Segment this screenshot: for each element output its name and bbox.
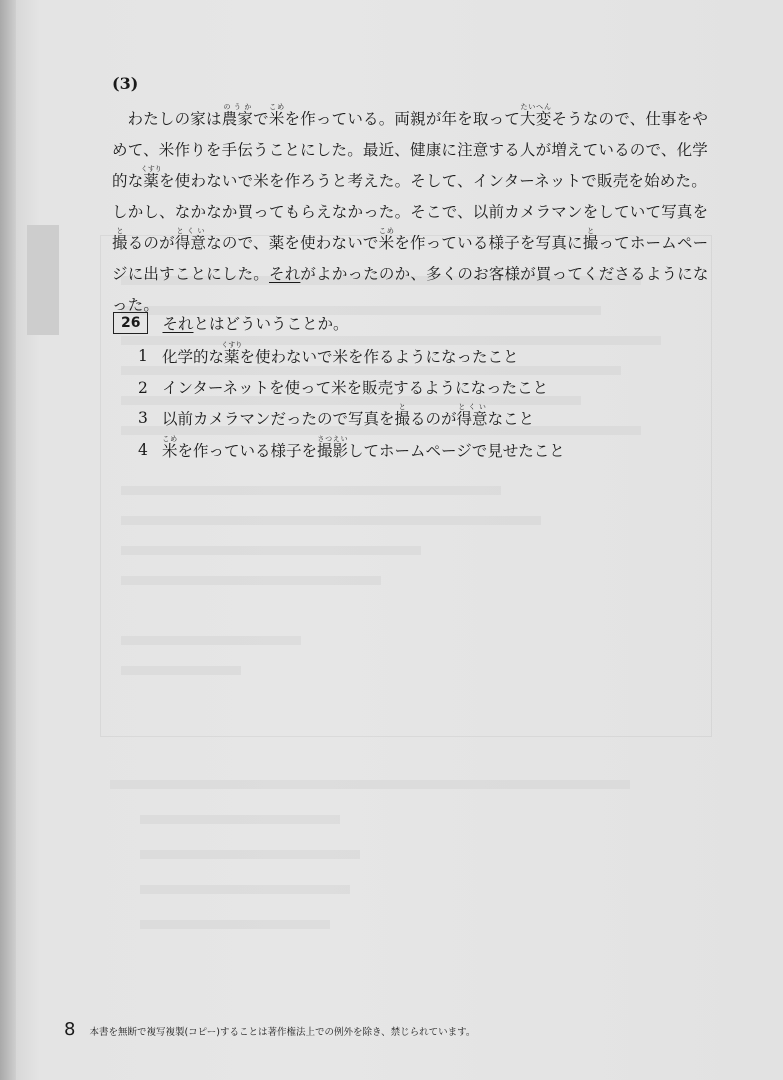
choice-text: 米こめを作っている様子を撮影さつえいしてホームページで見せたこと [162, 434, 565, 460]
choice-1[interactable] [138, 341, 713, 373]
passage-text: わたしの家は [127, 110, 222, 128]
passage-text: を作っている様子を写真に [394, 234, 583, 252]
choice-number: 4 [138, 440, 148, 459]
passage-text: ってホームページに出すことにした。 [112, 234, 709, 283]
choice-text: 化学的な薬くすりを使わないで米を作るようになったこと [162, 341, 519, 366]
section-number: (3) [112, 74, 139, 93]
passage-text: で [253, 110, 269, 128]
choice-number: 2 [138, 378, 148, 397]
prompt-text: とはどういうことか。 [193, 315, 349, 333]
ruby-word: 大変たいへん [520, 103, 552, 128]
underlined-reference: それ [269, 265, 301, 283]
question-prompt [113, 312, 713, 334]
choice-text: インターネットを使って米を販売するようになったこと [162, 378, 549, 397]
choice-3[interactable] [138, 403, 713, 435]
side-index-tab [27, 225, 59, 335]
choice-text: 以前カメラマンだったので写真を撮とるのが得意とくいなこと [162, 403, 535, 428]
ruby-word: 米こめ [268, 103, 285, 128]
choice-number: 1 [138, 347, 148, 365]
question-number-box: 26 [113, 312, 148, 334]
ruby-word: 米こめ [378, 227, 395, 252]
prompt-underlined: それ [162, 315, 194, 333]
answer-choices [113, 341, 713, 466]
ruby-word: 薬くすり [140, 165, 162, 190]
choice-number: 3 [138, 409, 148, 427]
choice-2[interactable] [138, 373, 713, 404]
page-number: 8 [64, 1019, 76, 1040]
passage-paragraph [112, 103, 712, 321]
ruby-word: 農家のうか [221, 103, 254, 128]
book-binding-shadow [0, 0, 16, 1080]
page-footer [64, 1019, 475, 1040]
passage-text: がよかったのか、多くのお客様が買ってくださるようになった。 [112, 265, 709, 314]
copyright-notice: 本書を無断で複写複製(コピー)することは著作権法上での例外を除き、禁じられています。 [89, 1027, 476, 1038]
choice-4[interactable] [138, 435, 713, 467]
ruby-word: 撮と [582, 227, 599, 252]
ruby-word: 得意とくい [174, 227, 207, 252]
passage-text: を使わないで米を作ろうと考えた。そして、インターネットで販売を始めた。しかし、なかなか買ってもらえなかった。そこで、以前カメラマンをしていて写真を [112, 172, 709, 221]
passage-text: るのが [127, 234, 175, 252]
passage-text: なので、薬を使わないで [206, 234, 379, 252]
reading-passage [112, 74, 712, 321]
passage-text: を作っている。両親が年を取って [284, 110, 521, 128]
question-26 [113, 312, 713, 466]
bleed-through-lines [100, 760, 660, 940]
passage-text: そうなので、仕事をやめて、米作りを手伝うことにした。最近、健康に注意する人が増えているので、化学的な [112, 110, 709, 190]
ruby-word: 撮と [112, 227, 128, 252]
